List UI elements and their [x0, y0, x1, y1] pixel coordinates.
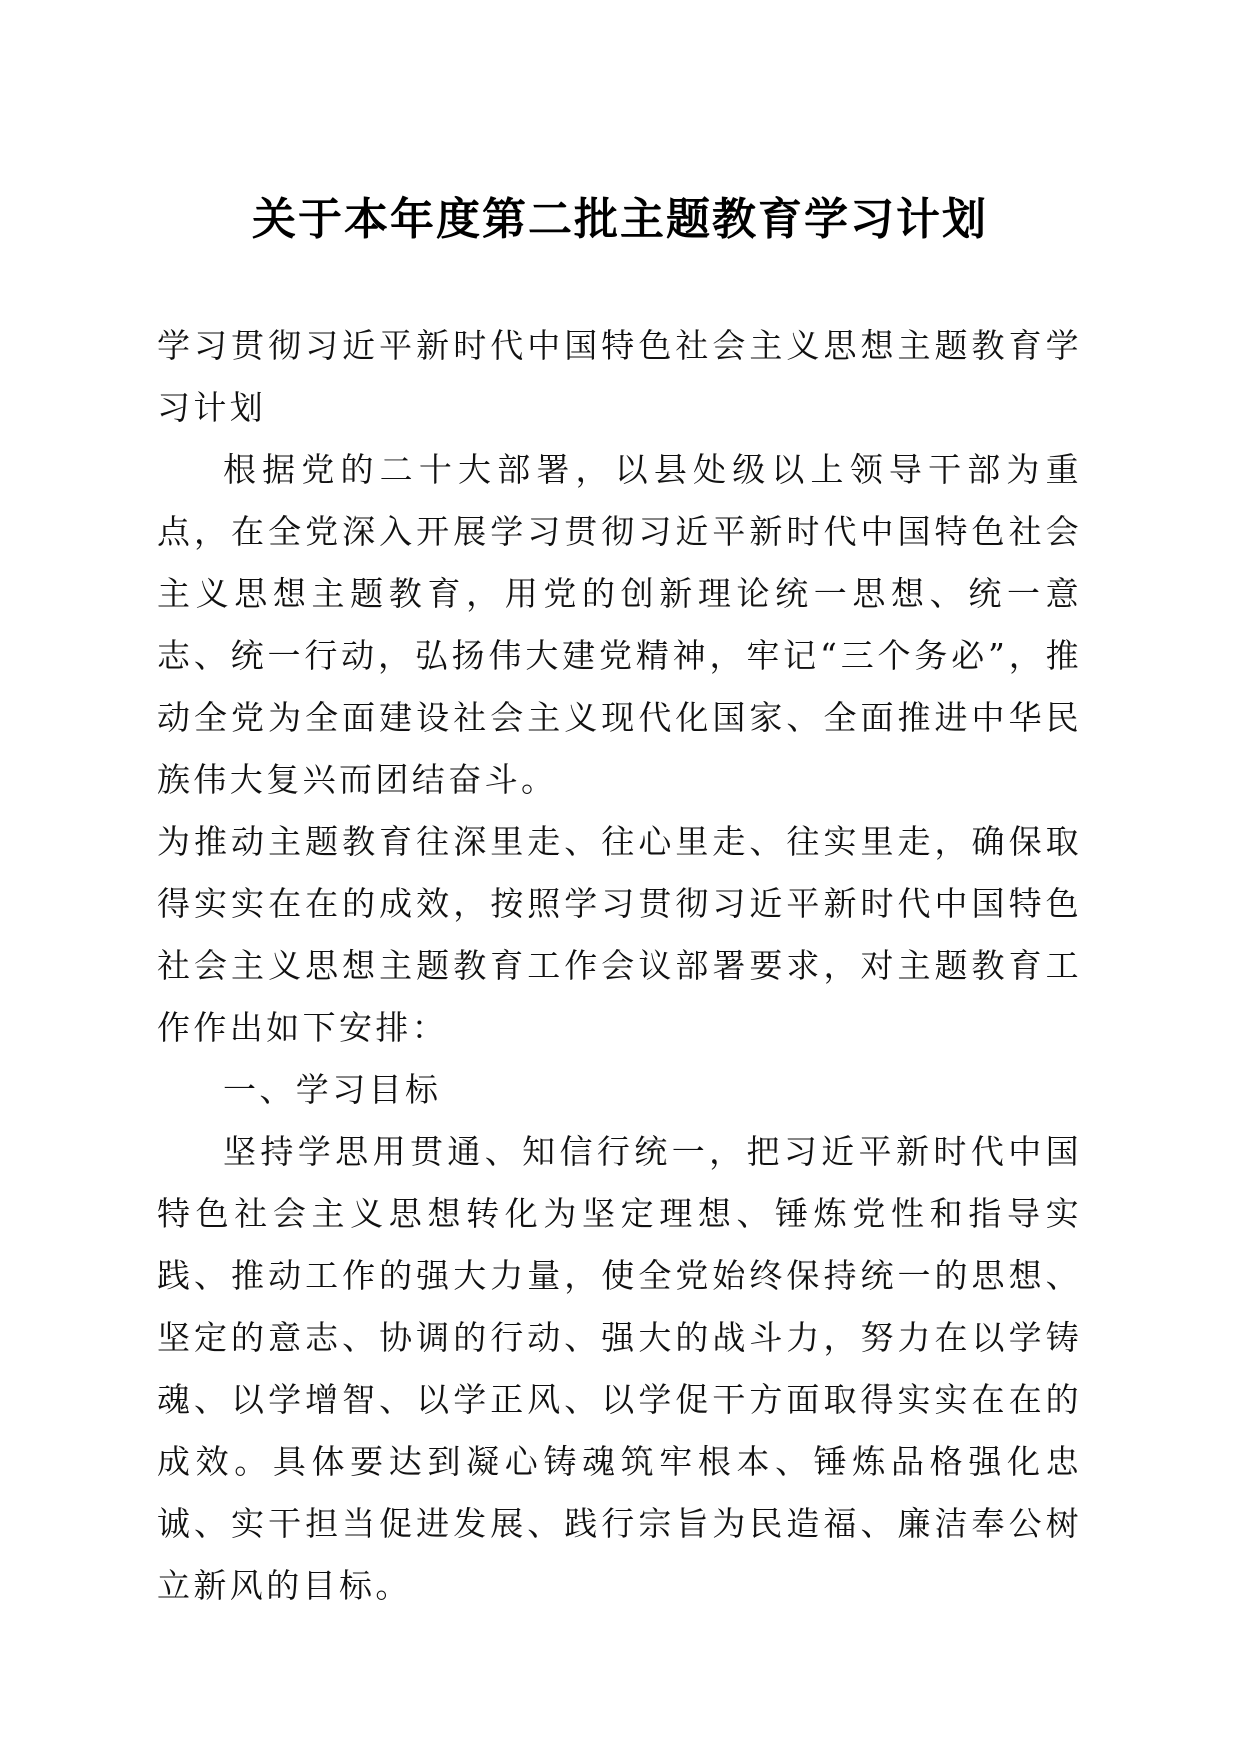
document-subtitle: 学习贯彻习近平新时代中国特色社会主义思想主题教育学习计划	[157, 326, 1082, 427]
document-body	[157, 315, 1082, 1617]
section-heading: 一、学习目标	[223, 1070, 442, 1109]
section-paragraph: 坚持学思用贯通、知信行统一，把习近平新时代中国特色社会主义思想转化为坚定理想、锤炼党性和指导实践、推动工作的强大力量，使全党始终保持统一的思想、坚定的意志、协调的行动、强大的战斗力，努力在以学铸魂、以学增智、以学正风、以学促干方面取得实实在在的成效。具体要达到凝心铸魂筑牢根本、锤炼品格强化忠诚、实干担当促进发展、践行宗旨为民造福、廉洁奉公树立新风的目标。	[157, 1132, 1082, 1605]
intro-paragraph: 根据党的二十大部署，以县处级以上领导干部为重点，在全党深入开展学习贯彻习近平新时代中国特色社会主义思想主题教育，用党的创新理论统一思想、统一意志、统一行动，弘扬伟大建党精神，牢记“三个务必”，推动全党为全面建设社会主义现代化国家、全面推进中华民族伟大复兴而团结奋斗。	[157, 450, 1082, 799]
arrangement-paragraph: 为推动主题教育往深里走、往心里走、往实里走，确保取得实实在在的成效，按照学习贯彻习近平新时代中国特色社会主义思想主题教育工作会议部署要求，对主题教育工作作出如下安排：	[157, 822, 1082, 1047]
document-title: 关于本年度第二批主题教育学习计划	[252, 194, 988, 245]
